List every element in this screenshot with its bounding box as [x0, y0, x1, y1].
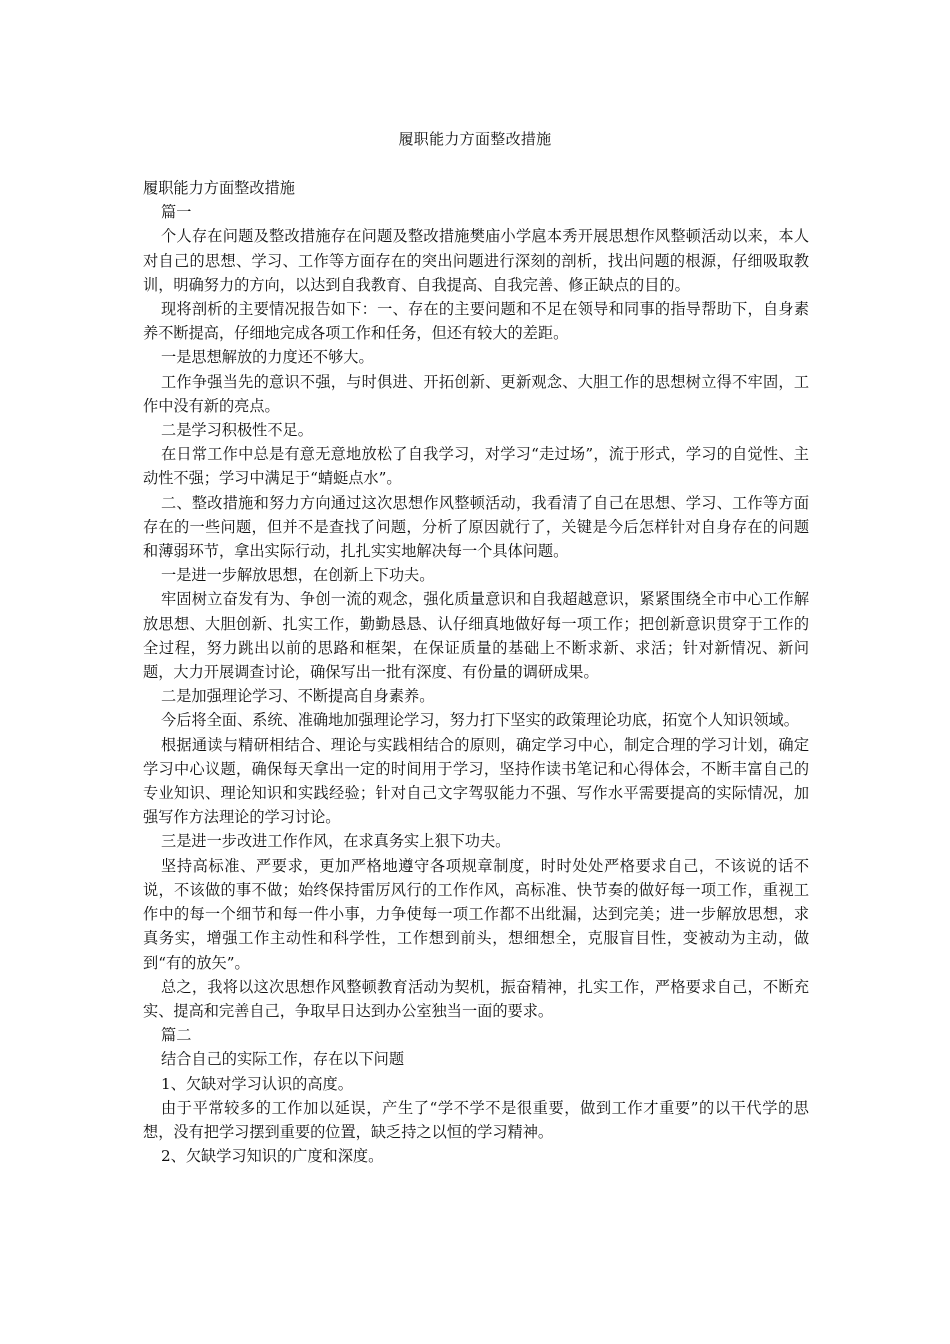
paragraph: 坚持高标准、严要求，更加严格地遵守各项规章制度，时时处处严格要求自己，不该说的话不说，不该做的事不做；始终保持雷厉风行的工作作风，高标准、快节奏的做好每一项工作，重视工作中的每一个细节和每一件小事，力争使每一项工作都不出纰漏，达到完美；进一步解放思想，求真务实，增强工作主动性和科学性，工作想到前头，想细想全，克服盲目性，变被动为主动，做到“有的放矢”。 — [143, 856, 809, 972]
paragraph: 篇一 — [161, 203, 192, 222]
document-body — [143, 176, 809, 1168]
paragraph: 2、欠缺学习知识的广度和深度。 — [161, 1147, 384, 1166]
paragraph: 篇二 — [161, 1026, 192, 1045]
document-title: 履职能力方面整改措施 — [398, 130, 552, 148]
paragraph: 二是加强理论学习、不断提高自身素养。 — [161, 687, 435, 706]
paragraph: 二是学习积极性不足。 — [161, 421, 313, 440]
paragraph: 由于平常较多的工作加以延误，产生了“学不学不是很重要，做到工作才重要”的以干代学的思想，没有把学习摆到重要的位置，缺乏持之以恒的学习精神。 — [143, 1098, 809, 1141]
paragraph: 一是思想解放的力度还不够大。 — [161, 348, 374, 367]
paragraph: 三是进一步改进工作作风，在求真务实上狠下功夫。 — [161, 832, 511, 851]
paragraph: 牢固树立奋发有为、争创一流的观念，强化质量意识和自我超越意识，紧紧围绕全市中心工作解放思想、大胆创新、扎实工作，勤勤恳恳、认仔细真地做好每一项工作；把创新意识贯穿于工作的全过程，努力跳出以前的思路和框架，在保证质量的基础上不断求新、求活；针对新情况、新问题，大力开展调查讨论，确保写出一批有深度、有份量的调研成果。 — [143, 590, 809, 682]
paragraph: 在日常工作中总是有意无意地放松了自我学习，对学习“走过场”，流于形式，学习的自觉性、主动性不强；学习中满足于“蜻蜓点水”。 — [143, 445, 809, 488]
paragraph: 根据通读与精研相结合、理论与实践相结合的原则，确定学习中心，制定合理的学习计划，确定学习中心议题，确保每天拿出一定的时间用于学习，坚持作读书笔记和心得体会，不断丰富自己的专业知识、理论知识和实践经验；针对自己文字驾驭能力不强、写作水平需要提高的实际情况，加强写作方法理论的学习讨论。 — [143, 735, 809, 827]
paragraph: 今后将全面、系统、准确地加强理论学习，努力打下坚实的政策理论功底，拓宽个人知识领域。 — [161, 711, 799, 730]
paragraph: 1、欠缺对学习认识的高度。 — [161, 1074, 353, 1093]
paragraph: 现将剖析的主要情况报告如下：一、存在的主要问题和不足在领导和同事的指导帮助下，自身素养不断提高，仔细地完成各项工作和任务，但还有较大的差距。 — [143, 300, 809, 343]
paragraph: 工作争强当先的意识不强，与时俱进、开拓创新、更新观念、大胆工作的思想树立得不牢固，工作中没有新的亮点。 — [143, 372, 809, 415]
paragraph: 二、整改措施和努力方向通过这次思想作风整顿活动，我看清了自己在思想、学习、工作等方面存在的一些问题，但并不是查找了问题，分析了原因就行了，关键是今后怎样针对自身存在的问题和薄弱环节，拿出实际行动，扎扎实实地解决每一个具体问题。 — [143, 493, 809, 561]
paragraph: 一是进一步解放思想，在创新上下功夫。 — [161, 566, 435, 585]
paragraph: 履职能力方面整改措施 — [143, 179, 295, 197]
paragraph: 总之，我将以这次思想作风整顿教育活动为契机，振奋精神，扎实工作，严格要求自己，不断充实、提高和完善自己，争取早日达到办公室独当一面的要求。 — [143, 977, 809, 1020]
paragraph: 结合自己的实际工作，存在以下问题 — [161, 1050, 404, 1069]
paragraph: 个人存在问题及整改措施存在问题及整改措施樊庙小学扈本秀开展思想作风整顿活动以来，本人对自己的思想、学习、工作等方面存在的突出问题进行深刻的剖析，找出问题的根源，仔细吸取教训，明确努力的方向，以达到自我教育、自我提高、自我完善、修正缺点的目的。 — [143, 227, 809, 294]
